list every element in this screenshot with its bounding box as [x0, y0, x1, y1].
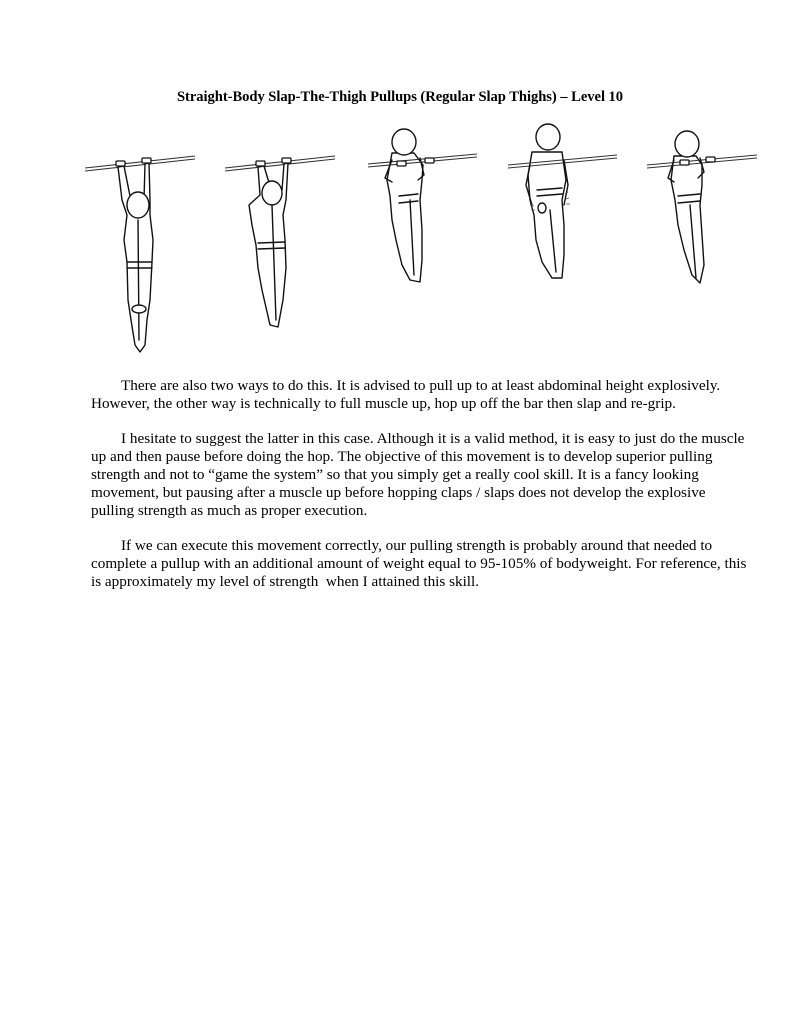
paragraph-1: There are also two ways to do this. It is advised to pull up to at least abdominal height explosively. However, the other way is technically to full muscle up, hop up off the bar then slap and re-grip.	[91, 377, 721, 412]
figure-stage-4	[508, 124, 617, 278]
paragraph-3: If we can execute this movement correctly, our pulling strength is probably around that needed to complete a pullup with an additional amount of weight equal to 95-105% of bodyweight. For reference, this is approximately my level of strength when I attained this skill.	[91, 537, 747, 590]
figure-stage-2	[225, 156, 335, 327]
figure-stage-3	[368, 129, 477, 282]
pullup-bar	[85, 156, 195, 168]
pullup-bar	[225, 156, 335, 168]
paragraph-2: I hesitate to suggest the latter in this case. Although it is a valid method, it is easy to just do the muscle up and then pause before doing the hop. The objective of this movement is to develop superior pulling strength and not to “game the system” so that you simply get a really cool skill. It is a fancy looking movement, but pausing after a muscle up before hopping claps / slaps does not develop the explosive pulling strength as much as proper execution.	[91, 430, 745, 519]
figure-stage-5	[647, 131, 757, 283]
pullup-sequence-figure	[0, 115, 800, 365]
figure-stage-1	[85, 156, 195, 352]
page-title: Straight-Body Slap-The-Thigh Pullups (Regular Slap Thighs) – Level 10	[176, 89, 624, 105]
body-text	[91, 377, 751, 608]
